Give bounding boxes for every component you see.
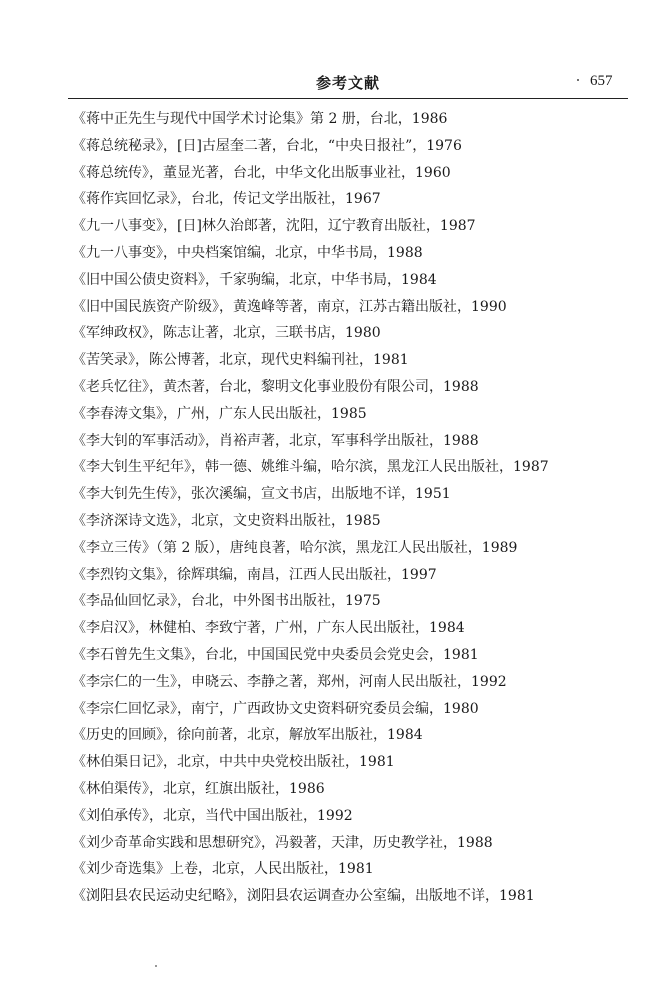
reference-item: 《九一八事变》，[日]林久治郎著，沈阳，辽宁教育出版社，1987 <box>72 218 476 235</box>
page-header <box>0 0 652 110</box>
reference-item: 《林伯渠传》，北京，红旗出版社，1986 <box>72 780 325 797</box>
page-number: 657 <box>590 73 613 89</box>
reference-item: 《旧中国民族资产阶级》，黄逸峰等著，南京，江苏古籍出版社，1990 <box>72 298 507 315</box>
reference-item: 《苦笑录》，陈公博著，北京，现代史料编刊社，1981 <box>72 352 409 369</box>
reference-item: 《李烈钧文集》，徐辉琪编，南昌，江西人民出版社，1997 <box>72 566 437 583</box>
reference-item: 《刘伯承传》，北京，当代中国出版社，1992 <box>72 807 353 824</box>
reference-item: 《蒋作宾回忆录》，台北，传记文学出版社，1967 <box>72 191 381 208</box>
reference-item: 《老兵忆往》，黄杰著，台北，黎明文化事业股份有限公司，1988 <box>72 378 479 395</box>
reference-item: 《历史的回顾》，徐向前著，北京，解放军出版社，1984 <box>72 727 423 744</box>
reference-item: 《李宗仁的一生》，申晓云、李静之著，郑州，河南人民出版社，1992 <box>72 673 507 690</box>
header-rule <box>68 98 628 99</box>
scan-speck <box>155 965 157 967</box>
reference-item: 《李宗仁回忆录》，南宁，广西政协文史资料研究委员会编，1980 <box>72 700 479 717</box>
reference-item: 《李石曾先生文集》，台北，中国国民党中央委员会党史会，1981 <box>72 646 479 663</box>
reference-item: 《李启汉》，林健柏、李致宁著，广州，广东人民出版社，1984 <box>72 620 465 637</box>
reference-item: 《李立三传》（第 2 版），唐纯良著，哈尔滨，黑龙江人民出版社，1989 <box>72 539 518 556</box>
reference-item: 《蒋中正先生与现代中国学术讨论集》第 2 册，台北，1986 <box>72 111 448 127</box>
reference-item: 《李大钊的军事活动》，肖裕声著，北京，军事科学出版社，1988 <box>72 432 479 449</box>
reference-item: 《李春涛文集》，广州，广东人民出版社，1985 <box>72 405 367 422</box>
reference-item: 《军绅政权》，陈志让著，北京，三联书店，1980 <box>72 325 381 342</box>
reference-item: 《李大钊先生传》，张次溪编，宣文书店，出版地不详，1951 <box>72 486 451 503</box>
running-head-title: 参考文献 <box>316 74 381 92</box>
reference-item: 《九一八事变》，中央档案馆编，北京，中华书局，1988 <box>72 244 423 261</box>
reference-item: 《浏阳县农民运动史纪略》，浏阳县农运调查办公室编，出版地不详，1981 <box>72 888 535 905</box>
reference-list <box>72 106 632 910</box>
reference-item: 《蒋总统秘录》，[日]古屋奎二著，台北，“中央日报社”，1976 <box>72 137 462 154</box>
reference-item: 《旧中国公债史资料》，千家驹编，北京，中华书局，1984 <box>72 271 437 288</box>
reference-item: 《林伯渠日记》，北京，中共中央党校出版社，1981 <box>72 754 395 771</box>
reference-item: 《李济深诗文选》，北京，文史资料出版社，1985 <box>72 512 381 529</box>
reference-item: 《蒋总统传》，董显光著，台北，中华文化出版事业社，1960 <box>72 164 451 181</box>
reference-item: 《李大钊生平纪年》，韩一德、姚维斗编，哈尔滨，黑龙江人民出版社，1987 <box>72 459 549 476</box>
reference-item: 《刘少奇革命实践和思想研究》，冯毅著，天津，历史教学社，1988 <box>72 834 493 851</box>
scan-dot <box>577 79 579 81</box>
reference-item: 《刘少奇选集》上卷，北京，人民出版社，1981 <box>72 861 374 878</box>
reference-item: 《李品仙回忆录》，台北，中外图书出版社，1975 <box>72 593 381 610</box>
